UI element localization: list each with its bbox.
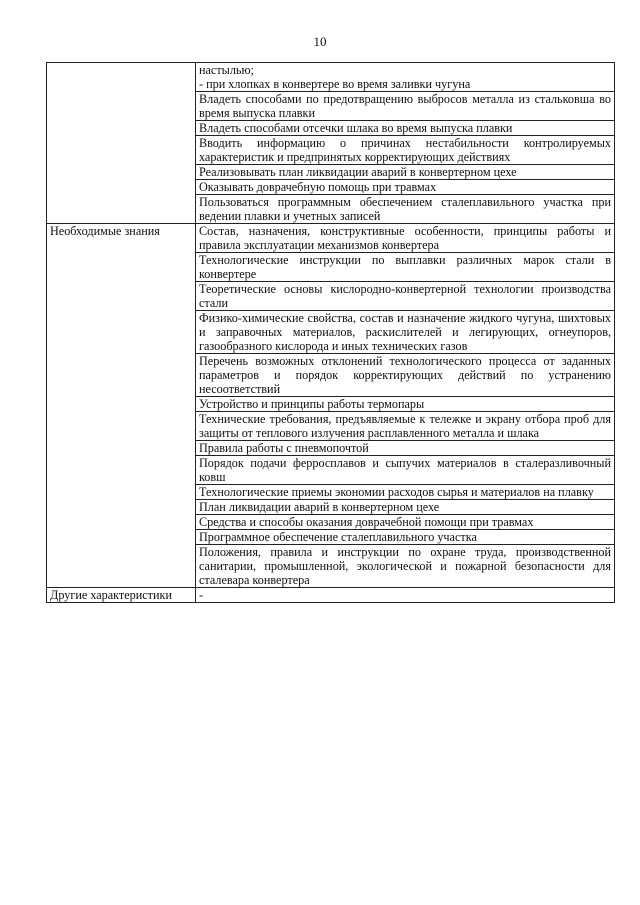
requirement-item: Перечень возможных отклонений технологического процесса от заданных параметров и порядок корректирующих действий по устранению несоответствий: [196, 354, 615, 397]
requirement-item: Правила работы с пневмопочтой: [196, 441, 615, 456]
requirement-item: Оказывать доврачебную помощь при травмах: [196, 180, 615, 195]
requirement-item: Порядок подачи ферросплавов и сыпучих материалов в сталеразливочный ковш: [196, 456, 615, 485]
requirement-item: Программное обеспечение сталеплавильного участка: [196, 530, 615, 545]
requirement-item: Технологические приемы экономии расходов сырья и материалов на плавку: [196, 485, 615, 500]
table-row: [47, 588, 615, 603]
requirement-item: Устройство и принципы работы термопары: [196, 397, 615, 412]
section-label: Другие характеристики: [47, 588, 196, 603]
requirement-item: Владеть способами отсечки шлака во время выпуска плавки: [196, 121, 615, 136]
requirement-item: Положения, правила и инструкции по охране труда, производственной санитарии, промышленной, экологической и пожарной безопасности для сталевара конвертера: [196, 545, 615, 588]
requirement-item: Реализовывать план ликвидации аварий в конвертерном цехе: [196, 165, 615, 180]
table-row: [47, 224, 615, 253]
requirement-item: Теоретические основы кислородно-конвертерной технологии производства стали: [196, 282, 615, 311]
requirement-item: Владеть способами по предотвращению выбросов металла из стальковша во время выпуска плавки: [196, 92, 615, 121]
section-label: Необходимые знания: [47, 224, 196, 588]
requirement-item: -: [196, 588, 615, 603]
requirement-item: Состав, назначения, конструктивные особенности, принципы работы и правила эксплуатации механизмов конвертера: [196, 224, 615, 253]
requirement-item: План ликвидации аварий в конвертерном цехе: [196, 500, 615, 515]
requirement-item: Вводить информацию о причинах нестабильности контролируемых характеристик и предпринятых корректирующих действиях: [196, 136, 615, 165]
requirements-table-body: [47, 63, 615, 603]
requirement-item: Технические требования, предъявляемые к тележке и экрану отбора проб для защиты от теплового излучения расплавленного металла и шлака: [196, 412, 615, 441]
requirement-item: Средства и способы оказания доврачебной помощи при травмах: [196, 515, 615, 530]
requirement-item: Физико-химические свойства, состав и назначение жидкого чугуна, шихтовых и заправочных материалов, раскислителей и легирующих, огнеупоров, газообразного кислорода и иных технических газов: [196, 311, 615, 354]
table-row: [47, 63, 615, 92]
page-number: 10: [313, 34, 327, 49]
section-label: [47, 63, 196, 224]
requirements-table: [46, 62, 615, 603]
requirement-item: Технологические инструкции по выплавки различных марок стали в конвертере: [196, 253, 615, 282]
requirement-item: настылью; - при хлопках в конвертере во время заливки чугуна: [196, 63, 615, 92]
requirement-item: Пользоваться программным обеспечением сталеплавильного участка при ведении плавки и учетных записей: [196, 195, 615, 224]
